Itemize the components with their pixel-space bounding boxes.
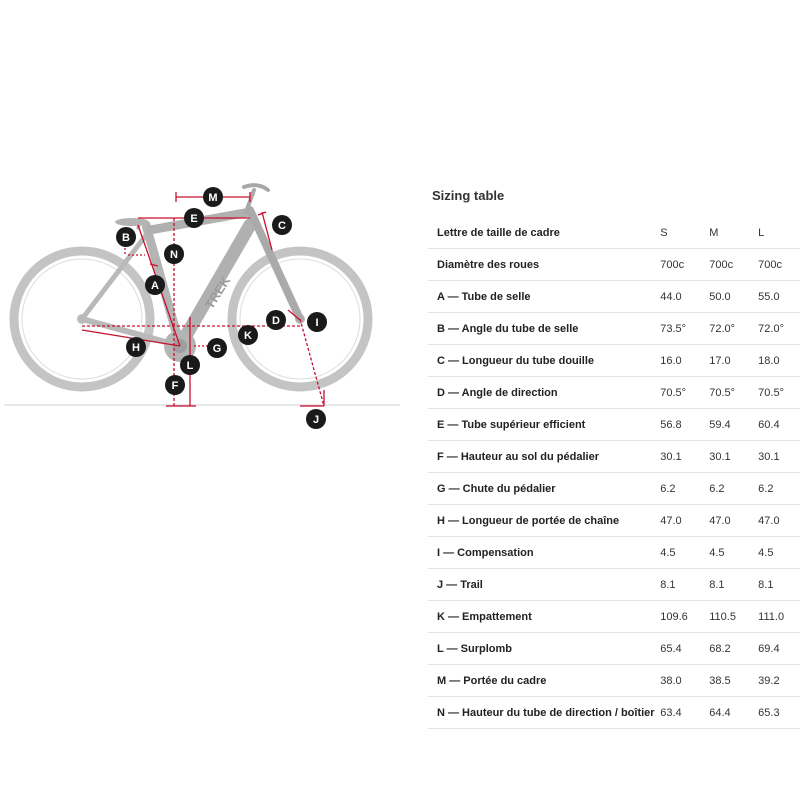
row-label: E — Tube supérieur efficient (428, 409, 660, 441)
svg-text:M: M (208, 192, 218, 204)
cell-size-l: 60.4 (758, 409, 800, 441)
table-row (428, 633, 800, 665)
marker-n (164, 244, 184, 264)
cell-size-l: 72.0° (758, 313, 800, 345)
table-row (428, 697, 800, 729)
cell-size-l: 30.1 (758, 441, 800, 473)
row-label: I — Compensation (428, 537, 660, 569)
svg-text:F: F (171, 380, 179, 392)
cell-size-m: 70.5° (709, 377, 758, 409)
cell-size-m: 6.2 (709, 473, 758, 505)
row-label: C — Longueur du tube douille (428, 345, 660, 377)
table-row (428, 249, 800, 281)
marker-e (184, 208, 204, 228)
marker-d (266, 310, 286, 330)
row-label: L — Surplomb (428, 633, 660, 665)
cell-size-l: 55.0 (758, 281, 800, 313)
row-label: B — Angle du tube de selle (428, 313, 660, 345)
cell-size-l: 70.5° (758, 377, 800, 409)
sizing-table-body (428, 217, 800, 729)
column-header-s: S (660, 217, 709, 249)
marker-j (306, 409, 326, 429)
marker-l (180, 355, 200, 375)
cell-size-m: 38.5 (709, 665, 758, 697)
row-label: M — Portée du cadre (428, 665, 660, 697)
column-header-frame-size: Lettre de taille de cadre (428, 217, 660, 249)
row-label: N — Hauteur du tube de direction / boîtier (428, 697, 660, 729)
cell-size-s: 30.1 (660, 441, 709, 473)
cell-size-s: 4.5 (660, 537, 709, 569)
table-row (428, 569, 800, 601)
marker-k (238, 325, 258, 345)
table-row (428, 313, 800, 345)
svg-text:B: B (122, 232, 130, 244)
svg-text:G: G (212, 343, 222, 355)
table-row (428, 665, 800, 697)
marker-h (126, 337, 146, 357)
table-row (428, 473, 800, 505)
cell-size-m: 700c (709, 249, 758, 281)
row-label: K — Empattement (428, 601, 660, 633)
svg-text:K: K (244, 330, 252, 342)
cell-size-l: 6.2 (758, 473, 800, 505)
cell-size-m: 8.1 (709, 569, 758, 601)
cell-size-m: 110.5 (709, 601, 758, 633)
cell-size-l: 8.1 (758, 569, 800, 601)
column-header-l: L (758, 217, 800, 249)
cell-size-s: 700c (660, 249, 709, 281)
cell-size-s: 56.8 (660, 409, 709, 441)
cell-size-s: 6.2 (660, 473, 709, 505)
svg-text:I: I (315, 317, 319, 329)
cell-size-m: 4.5 (709, 537, 758, 569)
row-label: D — Angle de direction (428, 377, 660, 409)
svg-text:L: L (186, 360, 194, 372)
cell-size-m: 17.0 (709, 345, 758, 377)
cell-size-s: 65.4 (660, 633, 709, 665)
cell-size-l: 65.3 (758, 697, 800, 729)
row-label: J — Trail (428, 569, 660, 601)
cell-size-s: 63.4 (660, 697, 709, 729)
cell-size-m: 68.2 (709, 633, 758, 665)
cell-size-l: 111.0 (758, 601, 800, 633)
svg-text:J: J (312, 414, 320, 426)
marker-i (307, 312, 327, 332)
cell-size-l: 39.2 (758, 665, 800, 697)
table-row (428, 601, 800, 633)
row-label: H — Longueur de portée de chaîne (428, 505, 660, 537)
table-header-row (428, 217, 800, 249)
cell-size-s: 38.0 (660, 665, 709, 697)
table-row (428, 441, 800, 473)
column-header-m: M (709, 217, 758, 249)
svg-text:A: A (151, 280, 159, 292)
sizing-table-title: Sizing table (432, 188, 505, 203)
table-row (428, 281, 800, 313)
table-row (428, 345, 800, 377)
svg-text:D: D (272, 315, 280, 327)
cell-size-s: 47.0 (660, 505, 709, 537)
cell-size-s: 44.0 (660, 281, 709, 313)
marker-c (272, 215, 292, 235)
svg-text:N: N (170, 249, 178, 261)
svg-text:H: H (132, 342, 140, 354)
marker-g (207, 338, 227, 358)
sizing-table (428, 217, 800, 729)
cell-size-m: 50.0 (709, 281, 758, 313)
table-row (428, 505, 800, 537)
cell-size-s: 8.1 (660, 569, 709, 601)
cell-size-m: 72.0° (709, 313, 758, 345)
cell-size-m: 47.0 (709, 505, 758, 537)
marker-f (165, 375, 185, 395)
cell-size-s: 109.6 (660, 601, 709, 633)
table-row (428, 537, 800, 569)
cell-size-m: 59.4 (709, 409, 758, 441)
table-row (428, 409, 800, 441)
svg-text:E: E (190, 213, 198, 225)
marker-a (145, 275, 165, 295)
cell-size-l: 700c (758, 249, 800, 281)
bike-geometry-diagram (0, 170, 400, 440)
cell-size-l: 47.0 (758, 505, 800, 537)
cell-size-s: 16.0 (660, 345, 709, 377)
cell-size-s: 73.5° (660, 313, 709, 345)
cell-size-l: 69.4 (758, 633, 800, 665)
row-label: A — Tube de selle (428, 281, 660, 313)
svg-text:C: C (278, 220, 286, 232)
cell-size-s: 70.5° (660, 377, 709, 409)
cell-size-l: 4.5 (758, 537, 800, 569)
cell-size-l: 18.0 (758, 345, 800, 377)
cell-size-m: 64.4 (709, 697, 758, 729)
cell-size-m: 30.1 (709, 441, 758, 473)
frame-brand: TREK (201, 273, 234, 312)
table-row (428, 377, 800, 409)
row-label: Diamètre des roues (428, 249, 660, 281)
marker-b (116, 227, 136, 247)
row-label: G — Chute du pédalier (428, 473, 660, 505)
row-label: F — Hauteur au sol du pédalier (428, 441, 660, 473)
marker-m (203, 187, 223, 207)
